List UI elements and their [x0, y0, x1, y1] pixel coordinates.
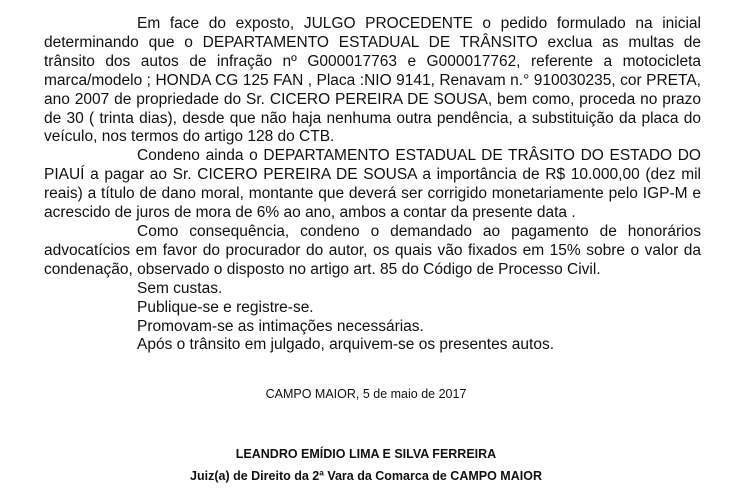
place-date: CAMPO MAIOR, 5 de maio de 2017	[265, 387, 467, 401]
paragraph-judgment: Em face do exposto, JULGO PROCEDENTE o pedido formulado na inicial determinando que o DEPARTAMENTO ESTADUAL DE TRÂNSITO exclua as multas de trânsito dos autos de infração nº G000017763 e G000017762, referente a motocicleta marca/modelo ; HONDA CG 125 FAN , Placa :NIO 9141, Renavam n.° 910030235, cor PRETA, ano 2007 de propriedade do Sr. CICERO PEREIRA DE SOUSA, bem como, proceda no prazo de 30 ( trinta dias), desde que não haja nenhuma outra pendência, a substituição da placa do veículo, nos termos do artigo 128 do CTB.	[44, 15, 701, 146]
closing-notify: Promovam-se as intimações necessárias.	[137, 317, 424, 335]
signer-role: Juiz(a) de Direito da 2ª Vara da Comarca de CAMPO MAIOR	[190, 469, 542, 483]
closing-archive: Após o trânsito em julgado, arquivem-se os presentes autos.	[137, 336, 555, 354]
signer-name: LEANDRO EMÍDIO LIMA E SILVA FERREIRA	[235, 447, 497, 461]
paragraph-attorney-fees: Como consequência, condeno o demandado ao pagamento de honorários advocatícios em favor do procurador do autor, os quais vão fixados em 15% sobre o valor da condenação, observado o disposto no artigo art. 85 do Código de Processo Civil.	[44, 222, 701, 278]
closing-publish: Publique-se e registre-se.	[137, 298, 314, 316]
decision-body	[44, 15, 701, 355]
paragraph-moral-damages: Condeno ainda o DEPARTAMENTO ESTADUAL DE TRÂSITO DO ESTADO DO PIAUÍ a pagar ao Sr. CICERO PEREIRA DE SOUSA a importância de R$ 10.000,00 (dez mil reais) a título de dano moral, montante que deverá ser corrigido monetariamente pelo IGP-M e acrescido de juros de mora de 6% ao ano, ambos a contar da presente data .	[44, 147, 701, 222]
closing-no-costs: Sem custas.	[137, 279, 223, 297]
